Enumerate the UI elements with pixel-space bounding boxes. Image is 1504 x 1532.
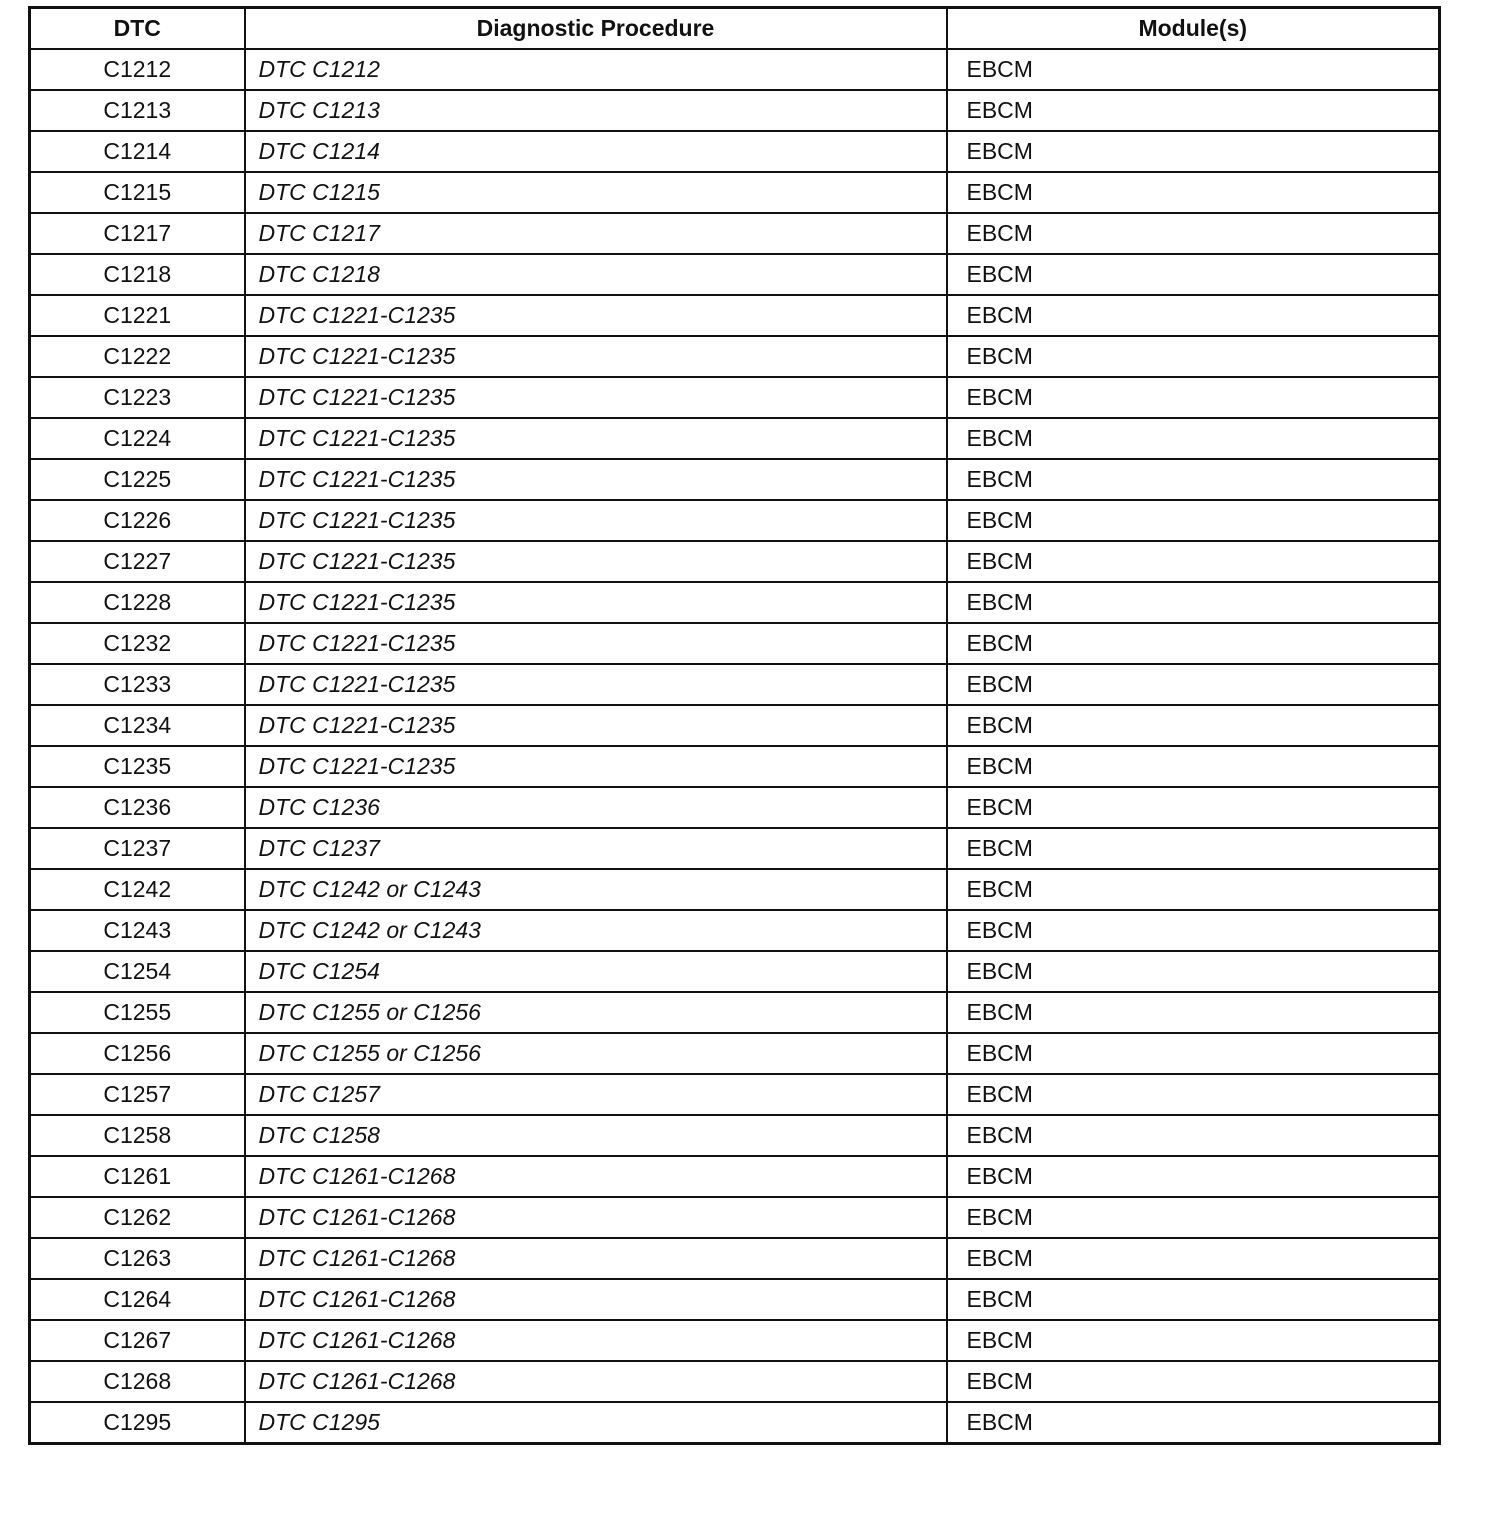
dtc-code-cell: C1258 xyxy=(30,1115,245,1156)
table-row xyxy=(30,828,1440,869)
dtc-code-cell: C1235 xyxy=(30,746,245,787)
table-row xyxy=(30,131,1440,172)
table-row xyxy=(30,910,1440,951)
module-cell: EBCM xyxy=(947,336,1440,377)
module-cell: EBCM xyxy=(947,869,1440,910)
table-row xyxy=(30,418,1440,459)
dtc-code-cell: C1254 xyxy=(30,951,245,992)
table-row xyxy=(30,459,1440,500)
table-row xyxy=(30,705,1440,746)
diagnostic-procedure-cell: DTC C1214 xyxy=(245,131,947,172)
table-row xyxy=(30,664,1440,705)
dtc-code-cell: C1261 xyxy=(30,1156,245,1197)
module-cell: EBCM xyxy=(947,1033,1440,1074)
table-row xyxy=(30,1402,1440,1444)
diagnostic-procedure-cell: DTC C1261-C1268 xyxy=(245,1197,947,1238)
table-row xyxy=(30,1279,1440,1320)
table-row xyxy=(30,869,1440,910)
diagnostic-procedure-cell: DTC C1221-C1235 xyxy=(245,664,947,705)
dtc-code-cell: C1242 xyxy=(30,869,245,910)
dtc-code-cell: C1264 xyxy=(30,1279,245,1320)
module-cell: EBCM xyxy=(947,295,1440,336)
diagnostic-procedure-cell: DTC C1221-C1235 xyxy=(245,500,947,541)
module-cell: EBCM xyxy=(947,664,1440,705)
dtc-code-cell: C1222 xyxy=(30,336,245,377)
diagnostic-procedure-cell: DTC C1218 xyxy=(245,254,947,295)
dtc-code-cell: C1236 xyxy=(30,787,245,828)
table-row xyxy=(30,377,1440,418)
header-diagnostic-procedure: Diagnostic Procedure xyxy=(245,8,947,50)
dtc-code-cell: C1232 xyxy=(30,623,245,664)
module-cell: EBCM xyxy=(947,213,1440,254)
module-cell: EBCM xyxy=(947,992,1440,1033)
table-row xyxy=(30,1115,1440,1156)
dtc-code-cell: C1295 xyxy=(30,1402,245,1444)
module-cell: EBCM xyxy=(947,582,1440,623)
diagnostic-procedure-cell: DTC C1237 xyxy=(245,828,947,869)
dtc-code-cell: C1221 xyxy=(30,295,245,336)
module-cell: EBCM xyxy=(947,910,1440,951)
table-row xyxy=(30,213,1440,254)
diagnostic-procedure-cell: DTC C1261-C1268 xyxy=(245,1361,947,1402)
diagnostic-procedure-cell: DTC C1215 xyxy=(245,172,947,213)
module-cell: EBCM xyxy=(947,828,1440,869)
table-row xyxy=(30,254,1440,295)
dtc-code-cell: C1234 xyxy=(30,705,245,746)
diagnostic-procedure-cell: DTC C1261-C1268 xyxy=(245,1238,947,1279)
diagnostic-procedure-cell: DTC C1221-C1235 xyxy=(245,746,947,787)
table-row xyxy=(30,541,1440,582)
diagnostic-procedure-cell: DTC C1217 xyxy=(245,213,947,254)
header-row xyxy=(30,8,1440,50)
dtc-code-cell: C1255 xyxy=(30,992,245,1033)
module-cell: EBCM xyxy=(947,1320,1440,1361)
table-row xyxy=(30,623,1440,664)
module-cell: EBCM xyxy=(947,1279,1440,1320)
module-cell: EBCM xyxy=(947,90,1440,131)
module-cell: EBCM xyxy=(947,705,1440,746)
module-cell: EBCM xyxy=(947,1238,1440,1279)
diagnostic-procedure-cell: DTC C1221-C1235 xyxy=(245,418,947,459)
dtc-code-cell: C1225 xyxy=(30,459,245,500)
dtc-code-cell: C1214 xyxy=(30,131,245,172)
table-row xyxy=(30,951,1440,992)
diagnostic-procedure-cell: DTC C1295 xyxy=(245,1402,947,1444)
table-row xyxy=(30,992,1440,1033)
module-cell: EBCM xyxy=(947,1074,1440,1115)
module-cell: EBCM xyxy=(947,131,1440,172)
dtc-code-cell: C1223 xyxy=(30,377,245,418)
dtc-code-cell: C1215 xyxy=(30,172,245,213)
module-cell: EBCM xyxy=(947,746,1440,787)
dtc-code-cell: C1226 xyxy=(30,500,245,541)
module-cell: EBCM xyxy=(947,377,1440,418)
table-row xyxy=(30,582,1440,623)
dtc-code-cell: C1233 xyxy=(30,664,245,705)
diagnostic-procedure-cell: DTC C1258 xyxy=(245,1115,947,1156)
table-row xyxy=(30,172,1440,213)
dtc-code-cell: C1267 xyxy=(30,1320,245,1361)
diagnostic-procedure-cell: DTC C1221-C1235 xyxy=(245,295,947,336)
header-modules: Module(s) xyxy=(947,8,1440,50)
dtc-code-cell: C1237 xyxy=(30,828,245,869)
diagnostic-procedure-cell: DTC C1254 xyxy=(245,951,947,992)
module-cell: EBCM xyxy=(947,418,1440,459)
table-row xyxy=(30,500,1440,541)
module-cell: EBCM xyxy=(947,951,1440,992)
module-cell: EBCM xyxy=(947,541,1440,582)
table-body xyxy=(30,49,1440,1444)
module-cell: EBCM xyxy=(947,500,1440,541)
dtc-code-cell: C1263 xyxy=(30,1238,245,1279)
diagnostic-procedure-cell: DTC C1261-C1268 xyxy=(245,1320,947,1361)
module-cell: EBCM xyxy=(947,49,1440,90)
dtc-code-cell: C1262 xyxy=(30,1197,245,1238)
dtc-code-cell: C1224 xyxy=(30,418,245,459)
table-row xyxy=(30,336,1440,377)
module-cell: EBCM xyxy=(947,1197,1440,1238)
module-cell: EBCM xyxy=(947,623,1440,664)
dtc-code-cell: C1212 xyxy=(30,49,245,90)
dtc-code-cell: C1256 xyxy=(30,1033,245,1074)
dtc-code-cell: C1257 xyxy=(30,1074,245,1115)
diagnostic-procedure-cell: DTC C1242 or C1243 xyxy=(245,910,947,951)
diagnostic-procedure-cell: DTC C1213 xyxy=(245,90,947,131)
diagnostic-procedure-cell: DTC C1255 or C1256 xyxy=(245,1033,947,1074)
table-row xyxy=(30,1361,1440,1402)
diagnostic-procedure-cell: DTC C1255 or C1256 xyxy=(245,992,947,1033)
diagnostic-procedure-cell: DTC C1221-C1235 xyxy=(245,623,947,664)
diagnostic-procedure-cell: DTC C1261-C1268 xyxy=(245,1156,947,1197)
table-row xyxy=(30,49,1440,90)
dtc-code-cell: C1213 xyxy=(30,90,245,131)
module-cell: EBCM xyxy=(947,254,1440,295)
diagnostic-procedure-cell: DTC C1221-C1235 xyxy=(245,582,947,623)
dtc-table xyxy=(28,6,1441,1445)
table-row xyxy=(30,295,1440,336)
diagnostic-procedure-cell: DTC C1221-C1235 xyxy=(245,459,947,500)
header-dtc: DTC xyxy=(30,8,245,50)
table-row xyxy=(30,746,1440,787)
table-header xyxy=(30,8,1440,50)
dtc-code-cell: C1268 xyxy=(30,1361,245,1402)
dtc-code-cell: C1218 xyxy=(30,254,245,295)
module-cell: EBCM xyxy=(947,1361,1440,1402)
table-row xyxy=(30,1156,1440,1197)
diagnostic-procedure-cell: DTC C1212 xyxy=(245,49,947,90)
module-cell: EBCM xyxy=(947,1115,1440,1156)
table-row xyxy=(30,1197,1440,1238)
dtc-code-cell: C1228 xyxy=(30,582,245,623)
module-cell: EBCM xyxy=(947,787,1440,828)
diagnostic-procedure-cell: DTC C1236 xyxy=(245,787,947,828)
diagnostic-procedure-cell: DTC C1221-C1235 xyxy=(245,541,947,582)
table-row xyxy=(30,1033,1440,1074)
module-cell: EBCM xyxy=(947,1402,1440,1444)
module-cell: EBCM xyxy=(947,459,1440,500)
table-row xyxy=(30,1238,1440,1279)
dtc-code-cell: C1227 xyxy=(30,541,245,582)
table-row xyxy=(30,787,1440,828)
module-cell: EBCM xyxy=(947,1156,1440,1197)
dtc-code-cell: C1217 xyxy=(30,213,245,254)
diagnostic-procedure-cell: DTC C1257 xyxy=(245,1074,947,1115)
diagnostic-procedure-cell: DTC C1261-C1268 xyxy=(245,1279,947,1320)
diagnostic-procedure-cell: DTC C1221-C1235 xyxy=(245,336,947,377)
table-row xyxy=(30,90,1440,131)
diagnostic-procedure-cell: DTC C1221-C1235 xyxy=(245,377,947,418)
diagnostic-procedure-cell: DTC C1221-C1235 xyxy=(245,705,947,746)
table-row xyxy=(30,1074,1440,1115)
dtc-code-cell: C1243 xyxy=(30,910,245,951)
table-row xyxy=(30,1320,1440,1361)
diagnostic-procedure-cell: DTC C1242 or C1243 xyxy=(245,869,947,910)
module-cell: EBCM xyxy=(947,172,1440,213)
